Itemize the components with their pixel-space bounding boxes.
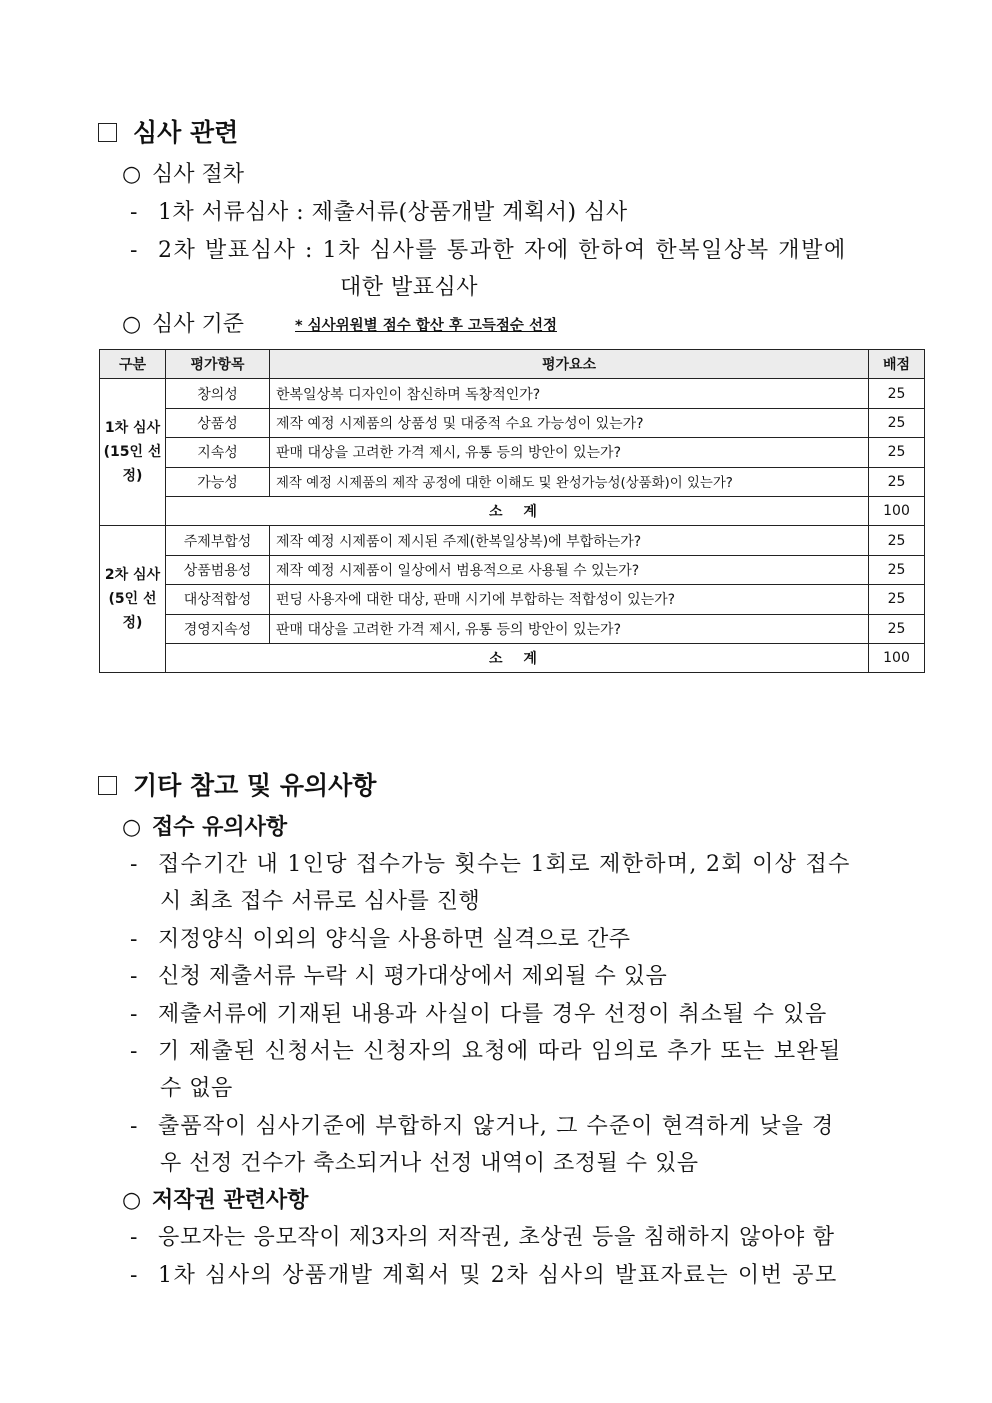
score-cell: 25 bbox=[869, 526, 925, 555]
subtotal-label: 소 계 bbox=[166, 496, 869, 525]
reception-line-3-text: 신청 제출서류 누락 시 평가대상에서 제외될 수 있음 bbox=[158, 964, 668, 989]
procedure-heading bbox=[122, 157, 244, 188]
score-cell: 25 bbox=[869, 614, 925, 643]
dash-bullet: - bbox=[130, 927, 138, 952]
element-cell: 제작 예정 시제품의 상품성 및 대중적 수요 가능성이 있는가? bbox=[270, 408, 869, 437]
dash-bullet: - bbox=[130, 1039, 139, 1064]
item-cell: 지속성 bbox=[166, 438, 270, 467]
procedure-item-1-text: 1차 서류심사 : 제출서류(상품개발 계획서) 심사 bbox=[158, 200, 628, 225]
item-cell: 상품성 bbox=[166, 408, 270, 437]
table-row bbox=[100, 526, 925, 555]
subtotal-label: 소 계 bbox=[166, 643, 869, 672]
criteria-heading bbox=[122, 307, 244, 338]
reception-line-6 bbox=[130, 1109, 834, 1140]
table-header-row bbox=[100, 350, 925, 379]
reception-line-1 bbox=[130, 847, 851, 878]
header-category: 구분 bbox=[100, 350, 166, 379]
element-cell: 제작 예정 시제품이 제시된 주제(한복일상복)에 부합하는가? bbox=[270, 526, 869, 555]
reception-line-4 bbox=[130, 997, 827, 1028]
reception-line-1-text: 접수기간 내 1인당 접수가능 횟수는 1회로 제한하며, 2회 이상 접수 bbox=[158, 852, 851, 877]
reception-line-5-text: 기 제출된 신청서는 신청자의 요청에 따라 임의로 추가 또는 보완될 bbox=[158, 1039, 842, 1064]
section1-title: 심사 관련 bbox=[133, 118, 239, 147]
score-cell: 25 bbox=[869, 467, 925, 496]
evaluation-table bbox=[99, 349, 925, 673]
table-row bbox=[100, 467, 925, 496]
reception-line-2-text: 지정양식 이외의 양식을 사용하면 실격으로 간주 bbox=[158, 927, 631, 952]
dash-bullet: - bbox=[130, 1225, 139, 1250]
score-cell: 25 bbox=[869, 555, 925, 584]
header-element: 평가요소 bbox=[270, 350, 869, 379]
stage2-label: 2차 심사 (5인 선정) bbox=[100, 526, 166, 673]
dash-bullet: - bbox=[130, 1002, 139, 1027]
item-cell: 상품범용성 bbox=[166, 555, 270, 584]
element-cell: 제작 예정 시제품이 일상에서 범용적으로 사용될 수 있는가? bbox=[270, 555, 869, 584]
criteria-heading-text: 심사 기준 bbox=[152, 312, 245, 337]
checkbox-square-icon bbox=[98, 776, 117, 795]
stage1-label: 1차 심사 (15인 선정) bbox=[100, 379, 166, 526]
checkbox-square-icon bbox=[98, 123, 117, 142]
dash-bullet: - bbox=[130, 1114, 139, 1139]
copyright-heading-text: 저작권 관련사항 bbox=[152, 1188, 309, 1213]
reception-heading bbox=[122, 810, 287, 841]
reception-line-5-cont-text: 수 없음 bbox=[160, 1076, 233, 1101]
procedure-item-1 bbox=[130, 195, 628, 226]
score-cell: 25 bbox=[869, 585, 925, 614]
reception-line-5 bbox=[130, 1034, 842, 1065]
reception-line-1-cont bbox=[160, 884, 480, 915]
reception-heading-text: 접수 유의사항 bbox=[152, 815, 288, 840]
subtotal-row bbox=[100, 496, 925, 525]
table-row bbox=[100, 614, 925, 643]
section2-heading bbox=[98, 766, 376, 802]
table-row bbox=[100, 408, 925, 437]
element-cell: 한복일상복 디자인이 참신하며 독창적인가? bbox=[270, 379, 869, 408]
item-cell: 경영지속성 bbox=[166, 614, 270, 643]
circle-bullet-icon: ○ bbox=[122, 1188, 142, 1213]
copyright-heading bbox=[122, 1183, 308, 1214]
score-cell: 25 bbox=[869, 379, 925, 408]
subtotal-value: 100 bbox=[869, 496, 925, 525]
dash-bullet: - bbox=[130, 1263, 140, 1288]
reception-line-6-cont-text: 우 선정 건수가 축소되거나 선정 내역이 조정될 수 있음 bbox=[160, 1151, 699, 1176]
element-cell: 판매 대상을 고려한 가격 제시, 유통 등의 방안이 있는가? bbox=[270, 614, 869, 643]
copyright-line-1 bbox=[130, 1220, 835, 1251]
item-cell: 가능성 bbox=[166, 467, 270, 496]
procedure-item-2-cont-text: 대한 발표심사 bbox=[340, 275, 479, 300]
circle-bullet-icon: ○ bbox=[122, 312, 142, 337]
reception-line-3 bbox=[130, 959, 667, 990]
reception-line-1-cont-text: 시 최초 접수 서류로 심사를 진행 bbox=[160, 889, 481, 914]
procedure-item-2-text: 2차 발표심사 : 1차 심사를 통과한 자에 한하여 한복일상복 개발에 bbox=[158, 238, 847, 263]
copyright-line-1-text: 응모자는 응모작이 제3자의 저작권, 초상권 등을 침해하지 않아야 함 bbox=[158, 1225, 835, 1250]
header-item: 평가항목 bbox=[166, 350, 270, 379]
subtotal-row bbox=[100, 643, 925, 672]
dash-bullet: - bbox=[130, 964, 138, 989]
copyright-line-2-text: 1차 심사의 상품개발 계획서 및 2차 심사의 발표자료는 이번 공모 bbox=[158, 1263, 838, 1288]
procedure-heading-text: 심사 절차 bbox=[152, 162, 245, 187]
item-cell: 대상적합성 bbox=[166, 585, 270, 614]
circle-bullet-icon: ○ bbox=[122, 815, 142, 840]
section2-title: 기타 참고 및 유의사항 bbox=[133, 771, 377, 800]
dash-bullet: - bbox=[130, 238, 140, 263]
table-row bbox=[100, 379, 925, 408]
circle-bullet-icon: ○ bbox=[122, 162, 142, 187]
dash-bullet: - bbox=[130, 852, 139, 877]
dash-bullet: - bbox=[130, 200, 138, 225]
reception-line-5-cont bbox=[160, 1071, 233, 1102]
subtotal-value: 100 bbox=[869, 643, 925, 672]
score-cell: 25 bbox=[869, 438, 925, 467]
procedure-item-2 bbox=[130, 233, 847, 264]
table-row bbox=[100, 438, 925, 467]
score-cell: 25 bbox=[869, 408, 925, 437]
reception-line-6-cont bbox=[160, 1146, 699, 1177]
item-cell: 창의성 bbox=[166, 379, 270, 408]
table-row bbox=[100, 585, 925, 614]
item-cell: 주제부합성 bbox=[166, 526, 270, 555]
reception-line-6-text: 출품작이 심사기준에 부합하지 않거나, 그 수준이 현격하게 낮을 경 bbox=[158, 1114, 835, 1139]
reception-line-2 bbox=[130, 922, 631, 953]
procedure-item-2-cont bbox=[340, 270, 478, 301]
header-score: 배점 bbox=[869, 350, 925, 379]
element-cell: 판매 대상을 고려한 가격 제시, 유통 등의 방안이 있는가? bbox=[270, 438, 869, 467]
table-row bbox=[100, 555, 925, 584]
section1-heading bbox=[98, 113, 238, 149]
criteria-note: * 심사위원별 점수 합산 후 고득점순 선정 bbox=[295, 318, 557, 334]
reception-line-4-text: 제출서류에 기재된 내용과 사실이 다를 경우 선정이 취소될 수 있음 bbox=[158, 1002, 828, 1027]
copyright-line-2 bbox=[130, 1258, 838, 1289]
element-cell: 펀딩 사용자에 대한 대상, 판매 시기에 부합하는 적합성이 있는가? bbox=[270, 585, 869, 614]
element-cell: 제작 예정 시제품의 제작 공정에 대한 이해도 및 완성가능성(상품화)이 있는가? bbox=[270, 467, 869, 496]
